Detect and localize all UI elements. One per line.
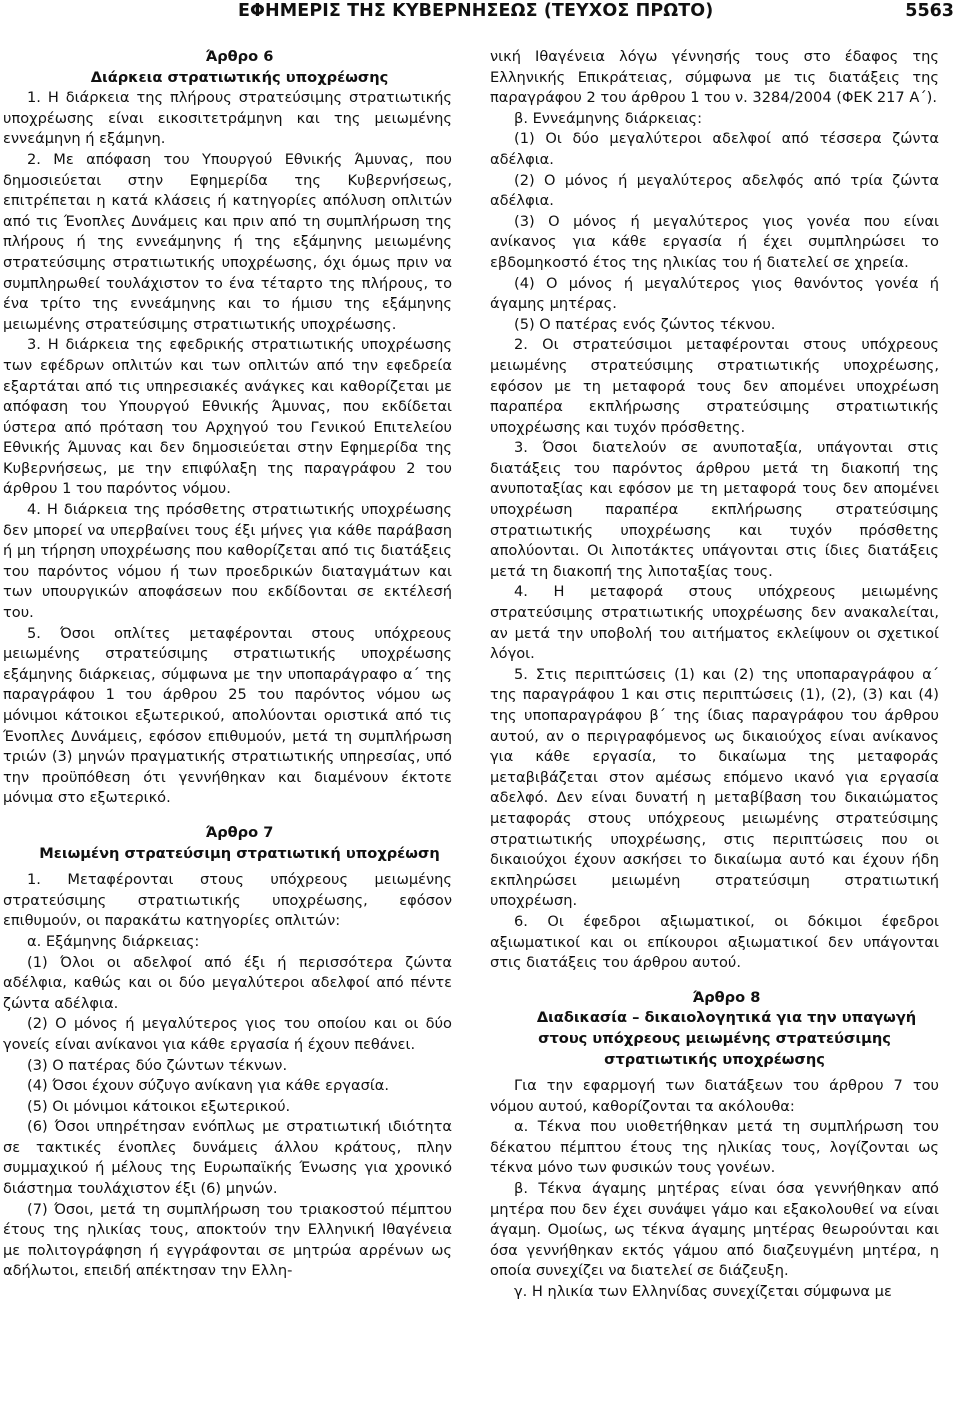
article-7-subtitle: Μειωμένη στρατεύσιμη στρατιωτική υποχρέωση — [39, 844, 440, 862]
paragraph: (7) Όσοι, μετά τη συμπλήρωση του τριακοστού πέμπτου έτους της ηλικίας τους, αποκτούν την Ελληνική Ιθαγένεια με πολιτογράφηση ή εγγράφονται σε μητρώα αρρένων ως αδήλωτοι, επειδή απέκτησαν την Ελλη- — [3, 1200, 452, 1280]
paragraph: β. Τέκνα άγαμης μητέρας είναι όσα γεννήθηκαν από μητέρα που δεν έχει συνάψει γάμο και εξακολουθεί να είναι άγαμη. Ομοίως, ως τέκνα άγαμης μητέρας θεωρούνται και όσα γεννήθηκαν εκτός γάμου από διαζευγμένη μητέρα, η οποία συνεχίζει να διατελεί σε διάζευξη. — [490, 1180, 939, 1280]
paragraph: γ. Η ηλικία των Ελληνίδας συνεχίζεται σύμφωνα με — [514, 1283, 892, 1301]
gazette-title: ΕΦΗΜΕΡΙΣ ΤΗΣ ΚΥΒΕΡΝΗΣΕΩΣ (ΤΕΥΧΟΣ ΠΡΩΤΟ) — [238, 1, 714, 21]
paragraph: 2. Με απόφαση του Υπουργού Εθνικής Άμυνας, που δημοσιεύεται στην Εφημερίδα της Κυβερνήσεως, επιτρέπεται η κατά κλάσεις ή κατηγορίες απόλυση οπλιτών από τις Ένοπλες Δυνάμεις και πριν από τη συμπλήρωση της πλήρους ή της εννεάμηνης ή της εξάμηνης μειωμένης στρατεύσιμης στρατιωτικής υποχρέωσης, όχι όμως πριν να συμπληρωθεί τουλάχιστον το ένα τέταρτο της πλήρους, το ένα τρίτο της εννεάμηνης και το ήμισυ της εξάμηνης μειωμένης στρατεύσιμης στρατιωτικής υποχρέωσης. — [3, 150, 452, 333]
left-column — [3, 47, 452, 1282]
paragraph: (2) Ο μόνος ή μεγαλύτερος γιος του οποίου και οι δύο γονείς είναι ανίκανοι για κάθε εργασία ή έχουν πεθάνει. — [3, 1015, 452, 1053]
paragraph: (4) Όσοι έχουν σύζυγο ανίκανη για κάθε εργασία. — [27, 1077, 390, 1095]
paragraph: 3. Όσοι διατελούν σε ανυποταξία, υπάγονται στις διατάξεις του παρόντος άρθρου μετά τη διακοπή της ανυποταξίας και εφόσον με τη μεταφορά τους δεν απομένει υποχρέωση παραπέρα εκπλήρωσης στρατεύσιμης στρατιωτικής υποχρέωσης και τυχόν πρόσθετης απολύονται. Οι λιποτάκτες υπάγονται στις ίδιες διατάξεις μετά τη διακοπή της λιποταξίας τους. — [490, 439, 939, 580]
paragraph: 1. Η διάρκεια της πλήρους στρατεύσιμης στρατιωτικής υποχρέωσης είναι εικοσιτετράμηνη και της μειωμένης εννεάμηνη ή εξάμηνη. — [3, 89, 452, 148]
paragraph: (6) Όσοι υπηρέτησαν ενόπλως με στρατιωτική ιδιότητα σε τακτικές ένοπλες δυνάμεις άλλου κράτους, πλην συμμαχικού ή μέλους της Ευρωπαϊκής Ένωσης για χρονικό διάστημα τουλάχιστον έξι (6) μηνών. — [3, 1118, 452, 1198]
paragraph: 5. Στις περιπτώσεις (1) και (2) της υποπαραγράφου α΄ της παραγράφου 1 και στις περιπτώσεις (1), (2), (3) και (4) της υποπαραγράφου β΄ της ίδιας παραγράφου του άρθρου αυτού, αν ο περιγραφόμενος ως δικαιούχος είναι ανίκανος για κάθε εργασία, το δικαίωμα της μεταφοράς μεταβιβάζεται στον αμέσως επόμενο ικανό για εργασία αδελφό. Δεν είναι δυνατή η μεταβίβαση του δικαιώματος μεταφοράς στους υπόχρεους μειωμένης στρατεύσιμης στρατιωτικής υποχρέωσης, στις περιπτώσεις που οι δικαιούχοι έχουν ασκήσει το δικαίωμα αυτό και έχουν ήδη εκπληρώσει μειωμένη στρατεύσιμη στρατιωτική υποχρέωση. — [490, 665, 939, 910]
paragraph: (1) Οι δύο μεγαλύτεροι αδελφοί από τέσσερα ζώντα αδέλφια. — [490, 130, 939, 168]
paragraph: β. Εννεάμηνης διάρκειας: — [514, 109, 703, 127]
page-header — [0, 0, 960, 30]
paragraph: (1) Όλοι οι αδελφοί από έξι ή περισσότερα ζώντα αδέλφια, καθώς και οι δύο μεγαλύτεροι αδελφοί από πέντε ζώντα αδέλφια. — [3, 953, 452, 1012]
paragraph: α. Τέκνα που υιοθετήθηκαν μετά τη συμπλήρωση του δέκατου πέμπτου έτους της ηλικίας τους, λογίζονται ως τέκνα μόνο των φυσικών τους γονέων. — [490, 1118, 939, 1177]
paragraph: (3) Ο μόνος ή μεγαλύτερος γιος γονέα που είναι ανίκανος για κάθε εργασία ή έχει συμπληρώσει το εβδομηκοστό έτος της ηλικίας του ή διατελεί σε χηρεία. — [490, 212, 939, 271]
paragraph: 5. Όσοι οπλίτες μεταφέρονται στους υπόχρεους μειωμένης στρατεύσιμης στρατιωτικής υποχρέωσης εξάμηνης διάρκειας, σύμφωνα με την υποπαράγραφο α΄ της παραγράφου 1 του άρθρου 25 του παρόντος νόμου ως μόνιμοι κάτοικοι εξωτερικού, απολύονται οριστικά από τις Ένοπλες Δυνάμεις, εφόσον επιθυμούν, μετά τη συμπλήρωση τριών (3) μηνών πραγματικής στρατιωτικής υπηρεσίας, υπό την προϋπόθεση ότι γεννήθηκαν και διαμένουν έκτοτε μόνιμα στο εξωτερικό. — [3, 624, 452, 807]
paragraph: (4) Ο μόνος ή μεγαλύτερος γιος θανόντος γονέα ή άγαμης μητέρας. — [490, 274, 939, 313]
paragraph: 4. Η μεταφορά στους υπόχρεους μειωμένης στρατεύσιμης στρατιωτικής υποχρέωσης δεν ανακαλείται, αν μετά την υποβολή του αιτήματος εκλείψουν οι σχετικοί λόγοι. — [490, 583, 939, 663]
article-6-subtitle: Διάρκεια στρατιωτικής υποχρέωσης — [90, 68, 389, 86]
paragraph: (3) Ο πατέρας δύο ζώντων τέκνων. — [27, 1056, 288, 1074]
paragraph: Για την εφαρμογή των διατάξεων του άρθρου 7 του νόμου αυτού, καθορίζονται τα ακόλουθα: — [490, 1077, 939, 1115]
paragraph: 3. Η διάρκεια της εφεδρικής στρατιωτικής υποχρέωσης των εφέδρων οπλιτών και των οπλιτών από την εφεδρεία εξαρτάται από τις υπηρεσιακές ανάγκες και καθορίζεται με απόφαση του Υπουργού Εθνικής Άμυνας, που εκδίδεται ύστερα από πρόταση του Αρχηγού του Γενικού Επιτελείου Εθνικής Άμυνας και δεν δημοσιεύεται στην Εφημερίδα της Κυβερνήσεως, με την επιφύλαξη της παραγράφου 2 του άρθρου 1 του παρόντος νόμου. — [3, 336, 452, 498]
paragraph: 1. Μεταφέρονται στους υπόχρεους μειωμένης στρατεύσιμης στρατιωτικής υποχρέωσης, εφόσον επιθυμούν, οι παρακάτω κατηγορίες οπλιτών: — [3, 871, 452, 930]
article-7-title: Άρθρο 7 — [205, 823, 274, 841]
paragraph: 6. Οι έφεδροι αξιωματικοί, οι δόκιμοι έφεδροι αξιωματικοί και οι επίκουροι αξιωματικοί δεν υπάγονται στις διατάξεις του άρθρου αυτού. — [490, 912, 939, 972]
right-column — [490, 47, 939, 1303]
article-8-title: Άρθρο 8 — [692, 988, 761, 1006]
paragraph: νική Ιθαγένεια λόγω γέννησής τους στο έδαφος της Ελληνικής Επικράτειας, σύμφωνα με τις διατάξεις της παραγράφου 2 του άρθρου 1 του ν. 3284/2004 (ΦΕΚ 217 Α΄). — [490, 48, 939, 107]
paragraph: (5) Ο πατέρας ενός ζώντος τέκνου. — [514, 315, 776, 333]
paragraph: (5) Οι μόνιμοι κάτοικοι εξωτερικού. — [27, 1097, 291, 1115]
paragraph: α. Εξάμηνης διάρκειας: — [27, 932, 200, 950]
article-8-subtitle: Διαδικασία – δικαιολογητικά για την υπαγωγή στους υπόχρεους μειωμένης στρατεύσιμης στρατιωτικής υποχρέωσης — [536, 1009, 917, 1068]
paragraph: 4. Η διάρκεια της πρόσθετης στρατιωτικής υποχρέωσης δεν μπορεί να υπερβαίνει τους έξι μήνες για κάθε παράβαση ή μη τήρηση υποχρέωσης που καθορίζεται από τις διατάξεις του παρόντος νόμου ή των προεδρικών διαταγμάτων και των υπουργικών αποφάσεων που εκδίδονται σε εκτέλεσή του. — [3, 501, 452, 622]
page-number: 5563 — [905, 1, 954, 21]
article-6-title: Άρθρο 6 — [205, 48, 274, 65]
paragraph: 2. Οι στρατεύσιμοι μεταφέρονται στους υπόχρεους μειωμένης στρατεύσιμης στρατιωτικής υποχρέωσης, εφόσον με τη μεταφορά τους δεν απομένει υποχρέωση παραπέρα εκπλήρωσης στρατεύσιμης στρατιωτικής υποχρέωσης και τυχόν πρόσθετης. — [490, 336, 939, 436]
paragraph: (2) Ο μόνος ή μεγαλύτερος αδελφός από τρία ζώντα αδέλφια. — [490, 171, 939, 210]
